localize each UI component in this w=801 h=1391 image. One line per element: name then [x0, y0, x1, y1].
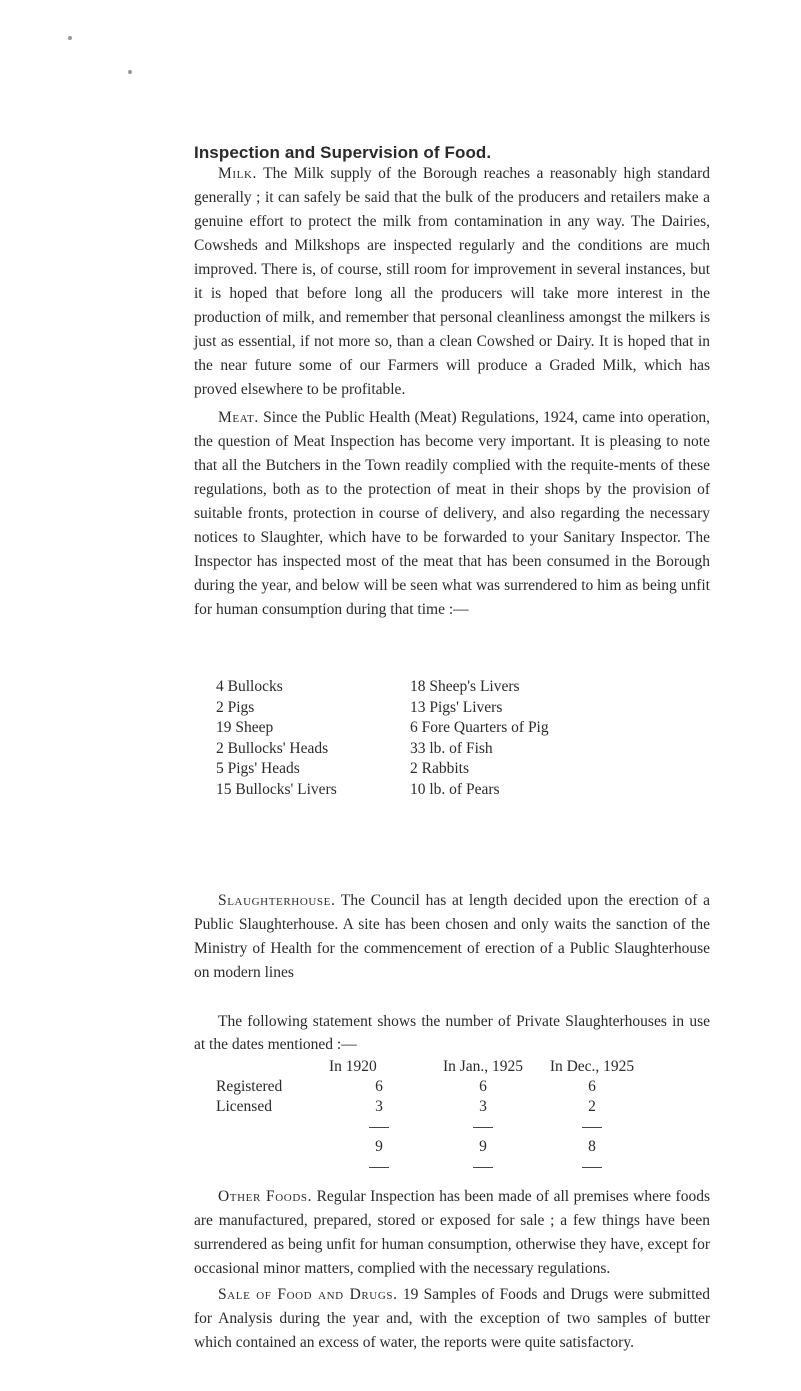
column-header: In Jan., 1925	[442, 1058, 524, 1075]
page-heading: Inspection and Supervision of Food.	[194, 143, 492, 162]
row-label: Licensed	[216, 1098, 272, 1115]
list-item: 10 lb. of Pears	[410, 780, 500, 798]
sum-rule	[473, 1167, 493, 1168]
meat-text: Since the Public Health (Meat) Regulations, 1924, came into operation, the question of Meat Inspection has become very important. It is pleasing to note that all the Butchers in the Town readily complied with the requite-ments of these regulations, both as to the protection of meat in their shops by the provision of suitable fronts, protection in course of delivery, and also regarding the necessary notices to Slaughter, which have to be forwarded to your Sanitary Inspector. The Inspector has inspected most of the meat that has been consumed in the Borough during the year, and below will be seen what was surrendered to him as being unfit for human consumption during that time :—	[194, 409, 711, 618]
sum-rule	[369, 1127, 389, 1128]
list-item: 2 Rabbits	[410, 760, 469, 778]
table-cell: 6	[588, 1078, 596, 1095]
column-header: In 1920	[329, 1058, 377, 1075]
sum-rule	[473, 1127, 493, 1128]
list-item: 18 Sheep's Livers	[410, 678, 520, 695]
total-cell: 9	[375, 1138, 383, 1155]
table-row	[216, 1078, 647, 1098]
meat-paragraph	[194, 406, 710, 622]
meat-lead: Meat.	[218, 409, 259, 426]
slaughterhouse-paragraph	[194, 889, 710, 985]
surrendered-list-right	[410, 677, 549, 801]
slaughterhouse-table	[216, 1058, 647, 1178]
list-item: 2 Bullocks' Heads	[216, 739, 329, 757]
sum-rule	[582, 1167, 602, 1168]
sale-food-drugs-lead: Sale of Food and Drugs.	[218, 1286, 398, 1303]
other-foods-text: Regular Inspection has been made of all premises where foods are manufactured, prepared, stored or exposed for sale ; a few things have been surrendered as being unfit for human consumption, otherwise they have, except for occasional minor matters, complied with the necessary regulations.	[194, 1188, 710, 1277]
list-item: 2 Pigs	[216, 698, 255, 716]
scan-speck	[68, 36, 72, 40]
other-foods-paragraph	[194, 1185, 710, 1281]
table-header-row	[216, 1058, 647, 1078]
list-item: 5 Pigs' Heads	[216, 760, 300, 778]
scan-speck	[128, 70, 132, 74]
sum-rule	[582, 1127, 602, 1128]
slaughterhouse-text: The Council has at length decided upon the erection of a Public Slaughterhouse. A site has been chosen and only waits the sanction of the Ministry of Health for the commencement of erection of a Public Slaughterhouse on modern lines	[194, 892, 710, 981]
table-cell: 6	[479, 1078, 487, 1095]
sale-food-drugs-paragraph	[194, 1283, 710, 1355]
list-item: 15 Bullocks' Livers	[216, 780, 337, 798]
statement-intro: The following statement shows the number of Private Slaughterhouses in use at the dates mentioned :—	[194, 1013, 710, 1053]
milk-lead: Milk.	[218, 165, 257, 182]
table-cell: 3	[375, 1098, 383, 1115]
total-cell: 9	[479, 1138, 487, 1155]
table-cell: 6	[375, 1078, 383, 1095]
other-foods-lead: Other Foods.	[218, 1188, 313, 1205]
row-label: Registered	[216, 1078, 283, 1095]
totals-row	[216, 1138, 647, 1158]
list-item: 19 Sheep	[216, 719, 274, 737]
table-cell: 2	[588, 1098, 596, 1115]
slaughterhouse-lead: Slaughterhouse.	[218, 892, 336, 909]
milk-text: The Milk supply of the Borough reaches a reasonably high standard generally ; it can safely be said that the bulk of the producers and retailers make a genuine effort to protect the milk from contamination in any way. The Dairies, Cowsheds and Milkshops are inspected regularly and the conditions are much improved. There is, of course, still room for improvement in several instances, but it is hoped that before long all the producers will take more interest in the production of milk, and remember that personal cleanliness amongst the milkers is just as essential, if not more so, than a clean Cowshed or Dairy. It is hoped that in the near future some of our Farmers will produce a Graded Milk, which has proved elsewhere to be profitable.	[194, 165, 710, 398]
rule-row	[216, 1158, 647, 1178]
table-cell: 3	[479, 1098, 487, 1115]
sum-rule	[369, 1167, 389, 1168]
sale-food-drugs-text: 19 Samples of Foods and Drugs were submitted for Analysis during the year and, with the exception of two samples of butter which contained an excess of water, the reports were quite satisfactory.	[194, 1286, 711, 1351]
list-item: 6 Fore Quarters of Pig	[410, 719, 549, 737]
list-item: 13 Pigs' Livers	[410, 698, 503, 716]
total-cell: 8	[588, 1138, 596, 1155]
list-item: 33 lb. of Fish	[410, 739, 493, 757]
milk-paragraph	[194, 162, 710, 402]
list-item: 4 Bullocks	[216, 678, 283, 695]
rule-row	[216, 1118, 647, 1138]
surrendered-list-left	[216, 677, 337, 801]
table-row	[216, 1098, 647, 1118]
column-header: In Dec., 1925	[549, 1058, 635, 1075]
